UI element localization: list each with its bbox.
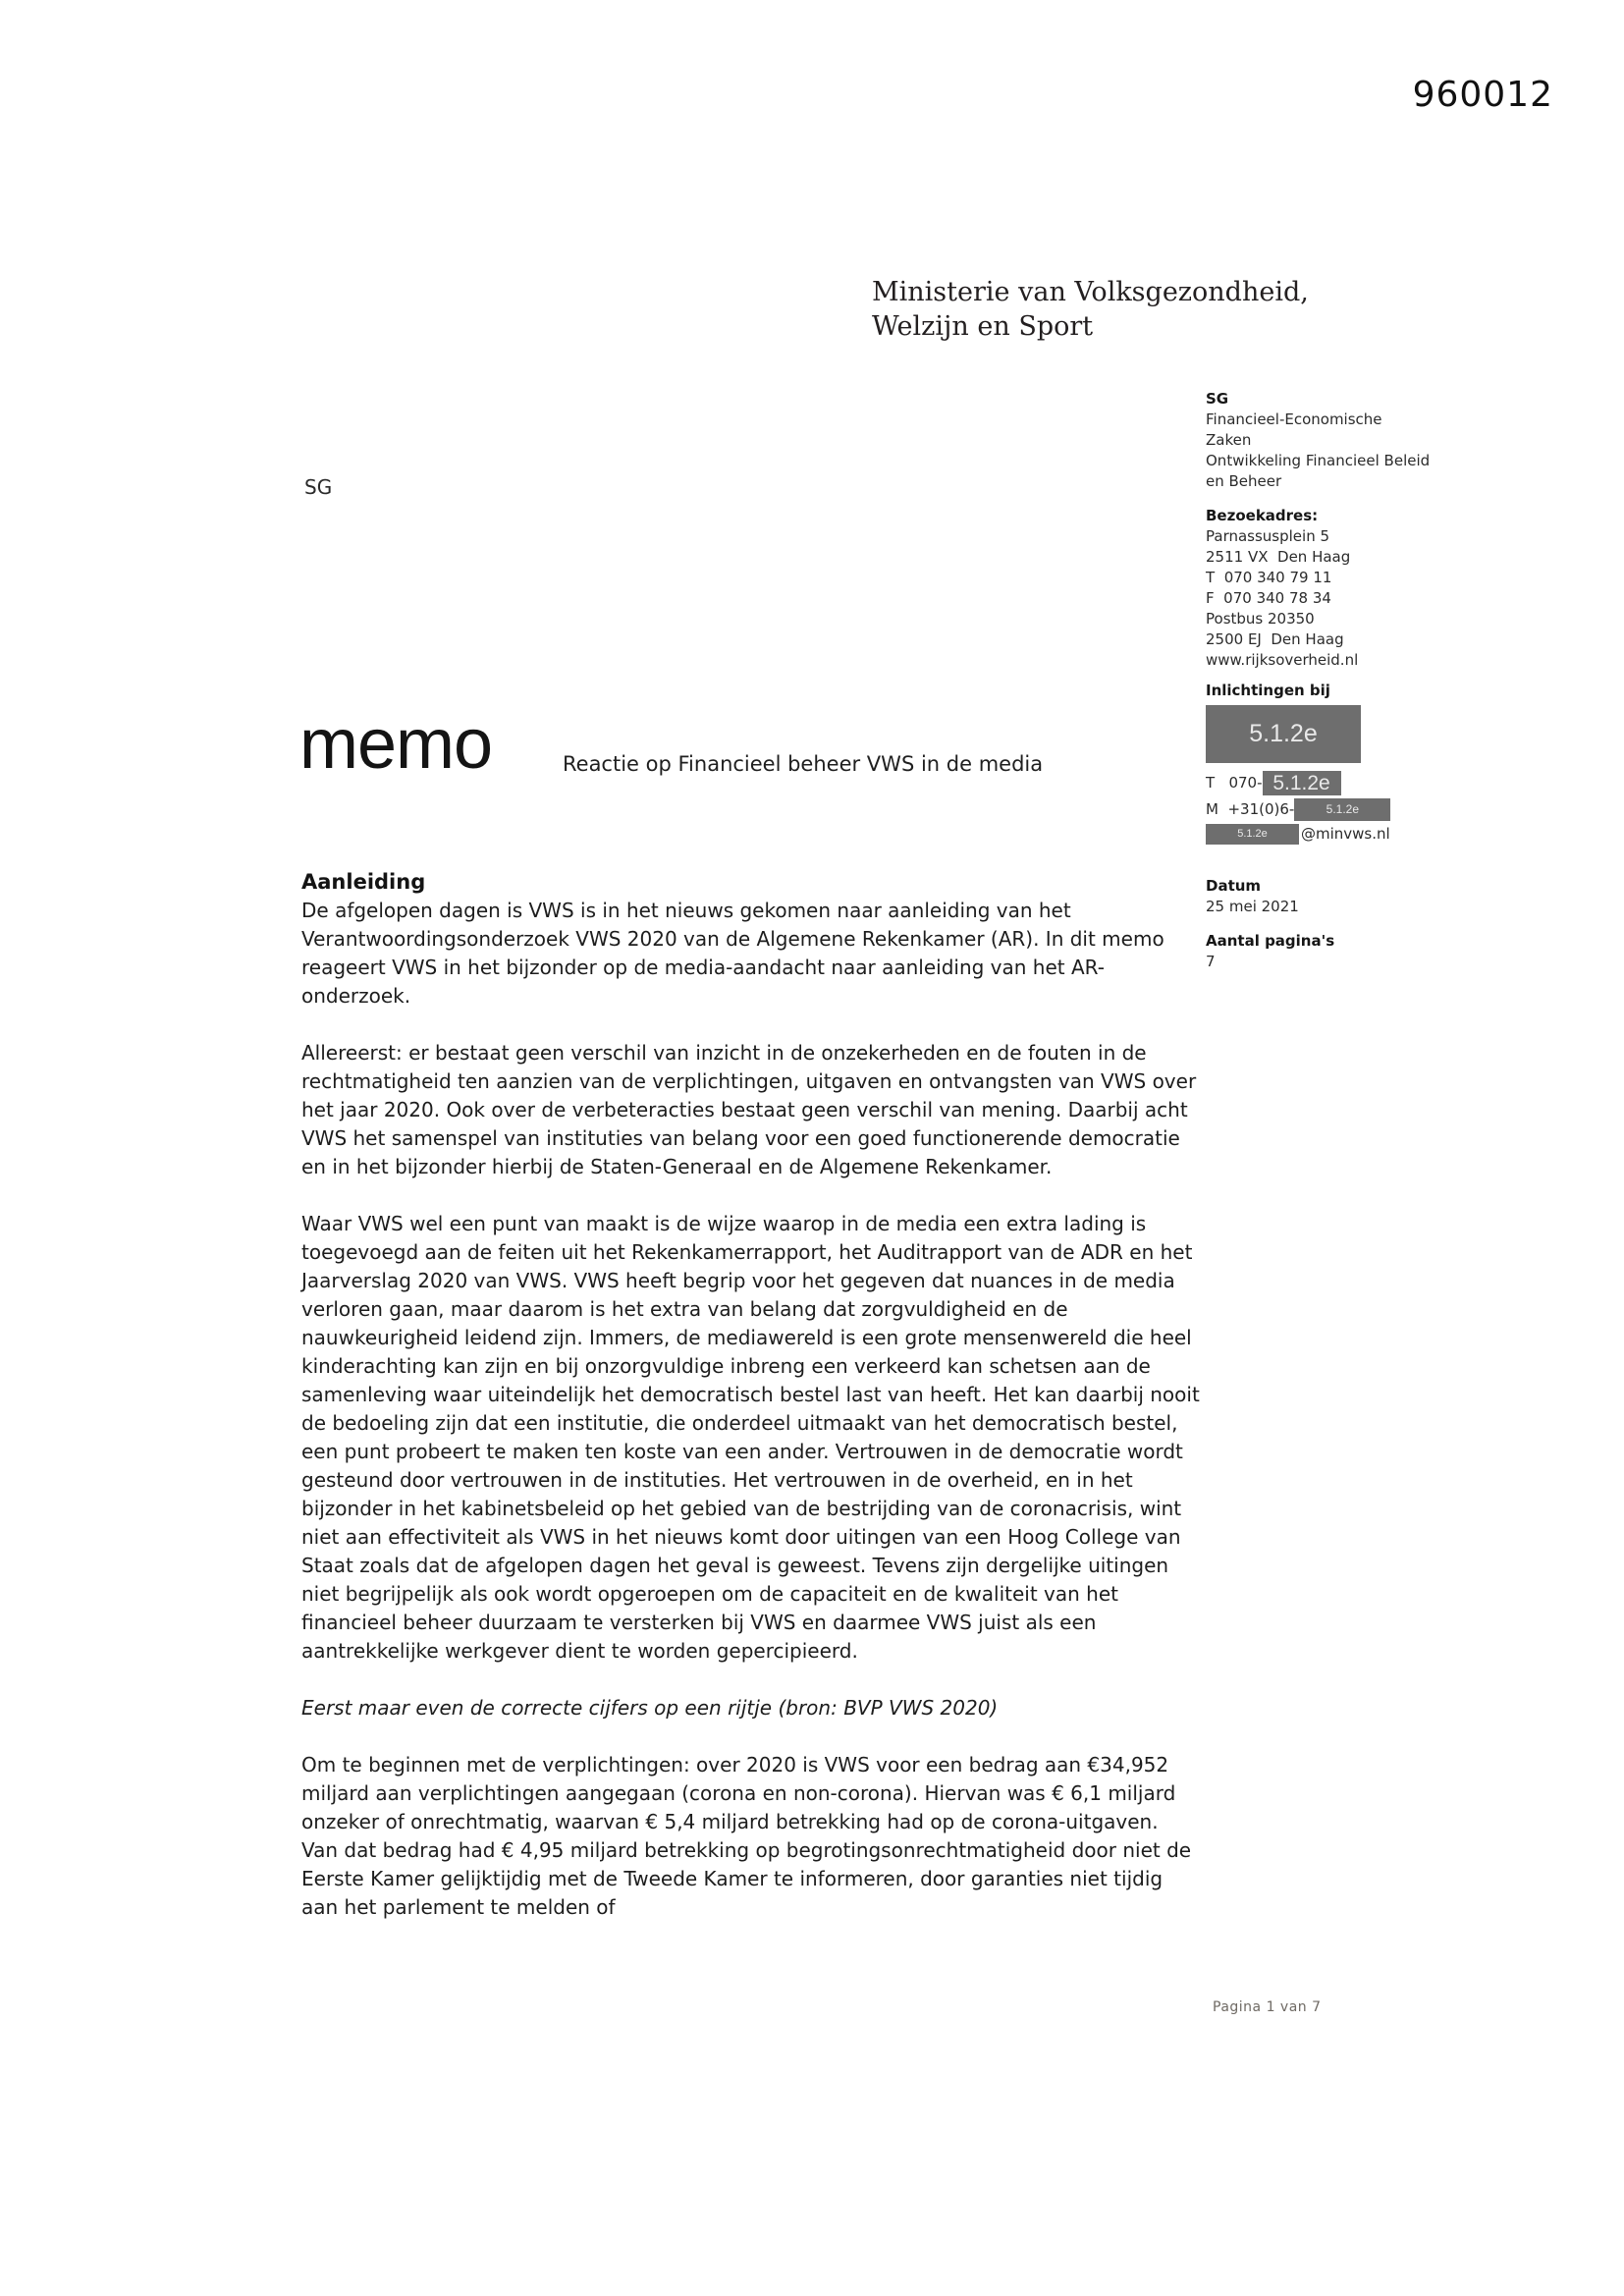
page-number-footer: Pagina 1 van 7 [1213,1999,1322,2015]
sidebar-org-line: Financieel-Economische [1206,410,1382,428]
date-block [1206,876,1540,917]
pages-value: 7 [1206,953,1216,970]
email-line [1206,824,1540,845]
memo-body [301,868,1200,1922]
inquiries-block [1206,681,1540,845]
sidebar-org-block [1206,389,1540,492]
redaction-label: 5.1.2e [1326,802,1360,816]
sidebar-org-line: Zaken [1206,431,1252,449]
pages-label: Aantal pagina's [1206,932,1335,950]
phone-t-line [1206,771,1540,795]
redaction-box-name [1206,705,1361,763]
sidebar-org-line: Ontwikkeling Financieel Beleid [1206,452,1431,469]
ministry-name [872,275,1309,344]
redaction-label: 5.1.2e [1237,828,1268,840]
visit-address-line: 2500 EJ Den Haag [1206,630,1344,648]
body-paragraph-2: Allereerst: er bestaat geen verschil van inzicht in de onzekerheden en de fouten in de rechtmatigheid ten aanzien van de verplichtingen, uitgaven en ontvangsten van VWS over het jaar 2020. Ook over de verbeteracties bestaat geen verschil van mening. Daarbij acht VWS het samenspel van instituties van belang voor een goed functionerende democratie en in het bijzonder hierbij de Staten-Generaal en de Algemene Rekenkamer. [301,1041,1197,1178]
memo-title: memo [299,705,493,784]
body-paragraph-4: Om te beginnen met de verplichtingen: over 2020 is VWS voor een bedrag aan €34,952 miljard aan verplichtingen aangegaan (corona en non-corona). Hiervan was € 6,1 miljard onzeker of onrechtmatig, waarvan € 5,4 miljard betrekking had op de corona-uitgaven. Van dat bedrag had € 4,95 miljard betrekking op begrotingsonrechtmatigheid door niet de Eerste Kamer gelijktijdig met de Tweede Kamer te informeren, door garanties niet tijdig aan het parlement te melden of [301,1753,1192,1919]
section-heading-aanleiding: Aanleiding [301,870,426,894]
website-url: www.rijksoverheid.nl [1206,651,1359,669]
sidebar-org-line: en Beheer [1206,472,1282,490]
email-suffix: @minvws.nl [1301,825,1390,843]
italic-subheading: Eerst maar even de correcte cijfers op een rijtje (bron: BVP VWS 2020) [301,1696,999,1720]
ministry-name-line1: Ministerie van Volksgezondheid, [872,277,1309,307]
date-label: Datum [1206,877,1262,895]
redaction-box-email [1206,824,1299,845]
pages-block [1206,931,1540,972]
redaction-box-phone-t [1263,771,1341,795]
redaction-box-phone-m [1294,798,1390,821]
redaction-label: 5.1.2e [1272,772,1330,794]
ministry-name-line2: Welzijn en Sport [872,311,1094,342]
phone-t-prefix: T 070- [1206,774,1263,792]
redaction-label: 5.1.2e [1249,720,1318,747]
visit-address-line-phone: T 070 340 79 11 [1206,569,1332,586]
phone-m-prefix: M +31(0)6- [1206,800,1295,818]
visit-address-block [1206,506,1540,671]
visit-address-label: Bezoekadres: [1206,507,1319,524]
body-paragraph-3: Waar VWS wel een punt van maakt is de wijze waarop in de media een extra lading is toegevoegd aan de feiten uit het Rekenkamerrapport, het Auditrapport van de ADR en het Jaarverslag 2020 van VWS. VWS heeft begrip voor het gegeven dat nuances in de media verloren gaan, maar daarom is het extra van belang dat zorgvuldigheid en de nauwkeurigheid leidend zijn. Immers, de mediawereld is een grote mensenwereld die heel kinderachting kan zijn en bij onzorgvuldige inbreng een verkeerd kan schetsen aan de samenleving waar uiteindelijk het democratisch bestel last van heeft. Het kan daarbij nooit de bedoeling zijn dat een institutie, die onderdeel uitmaakt van het democratisch bestel, een punt probeert te maken ten koste van een ander. Vertrouwen in de democratie wordt gesteund door vertrouwen in de instituties. Het vertrouwen in de overheid, en in het bijzonder in het kabinetsbeleid op het gebied van de bestrijding van de coronacrisis, wint niet aan effectiviteit als VWS in het nieuws komt door uitingen van een Hoog College van Staat zoals dat de afgelopen dagen het geval is geweest. Tevens zijn dergelijke uitingen niet begrijpelijk als ook wordt opgeroepen om de capaciteit en de kwaliteit van het financieel beheer duurzaam te versterken bij VWS en daarmee VWS juist als een aantrekkelijke werkgever dient te worden gepercipieerd. [301,1212,1200,1663]
visit-address-line-postbus: Postbus 20350 [1206,610,1315,628]
phone-m-line [1206,798,1540,821]
sidebar-org-title: SG [1206,390,1229,408]
memo-subject: Reactie op Financieel beheer VWS in de media [563,752,1044,776]
body-paragraph-1: De afgelopen dagen is VWS is in het nieuws gekomen naar aanleiding van het Verantwoordingsonderzoek VWS 2020 van de Algemene Rekenkamer (AR). In dit memo reageert VWS in het bijzonder op de media-aandacht naar aanleiding van het AR-onderzoek. [301,899,1164,1008]
visit-address-line-fax: F 070 340 78 34 [1206,589,1331,607]
visit-address-line: Parnassusplein 5 [1206,527,1330,545]
document-number: 960012 [1412,75,1553,115]
visit-address-line: 2511 VX Den Haag [1206,548,1351,566]
inquiries-label: Inlichtingen bij [1206,682,1330,699]
date-value: 25 mei 2021 [1206,898,1299,915]
left-dept-label: SG [304,475,333,499]
sidebar [1206,389,1540,972]
